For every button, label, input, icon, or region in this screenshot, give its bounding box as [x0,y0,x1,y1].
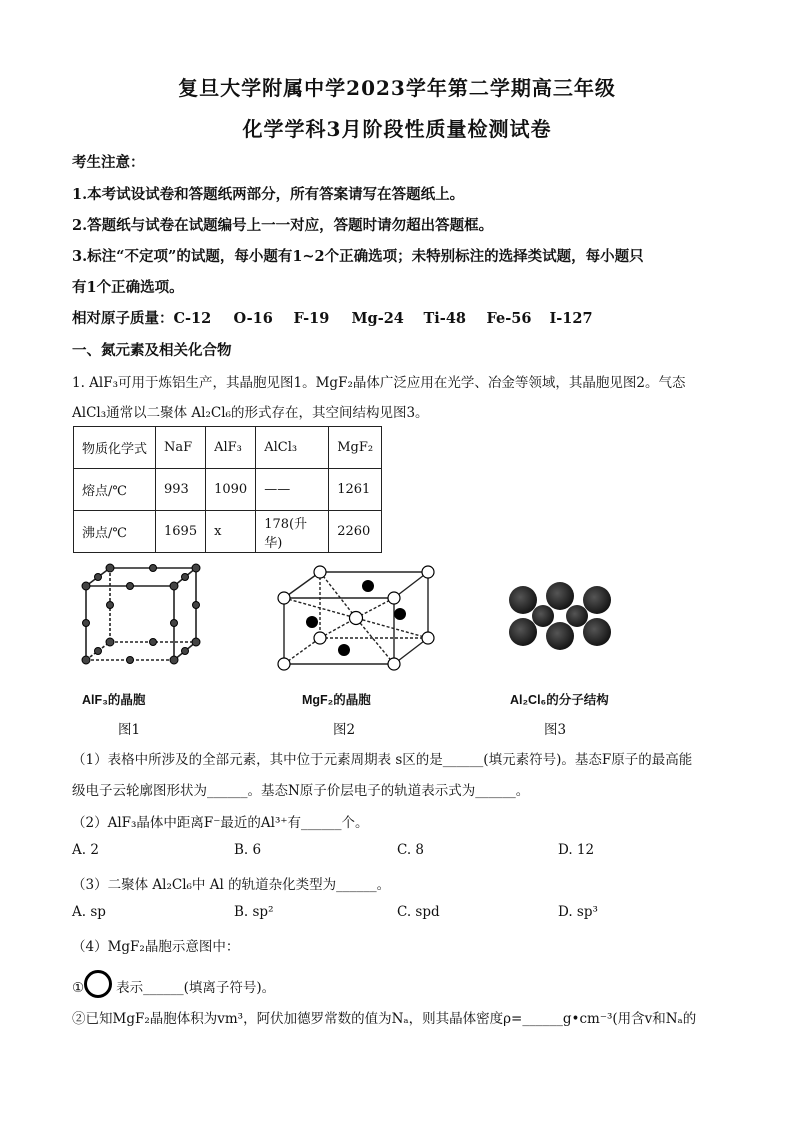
atomic-mass-value: I-127 [549,310,593,327]
table-cell: 熔点/℃ [74,469,156,511]
alf3-unit-cell-figure [72,562,202,680]
circled-one: ① [72,980,85,996]
table-cell: 1695 [156,511,206,553]
figure-3-label: 图3 [544,722,567,738]
atomic-mass-label: 相对原子质量： [72,310,174,327]
notice-item-3a: 3.标注“不定项”的试题，每小题有1~2个正确选项；未特别标注的选择类试题，每小题只 [72,248,644,265]
atomic-mass-value: Fe-56 [486,310,532,327]
properties-table [73,426,382,553]
figure-2-label: 图2 [333,722,356,738]
option-d[interactable]: D. 12 [558,842,595,858]
table-cell: AlCl₃ [256,427,329,469]
question-4: （4）MgF₂晶胞示意图中： [72,939,240,955]
option-c[interactable]: C. spd [397,904,440,920]
notice-item-3b: 有1个正确选项。 [72,279,184,296]
table-row [74,511,382,553]
title-line-1: 复旦大学附属中学2023学年第二学期高三年级 [178,76,616,100]
option-b[interactable]: B. 6 [234,842,262,858]
table-header-row [74,427,382,469]
option-a[interactable]: A. 2 [72,842,99,858]
question-1-line-1: （1）表格中所涉及的全部元素，其中位于元素周期表 s区的是______(填元素符号)。基态F原子的最高能 [72,752,693,768]
table-cell: 1261 [329,469,382,511]
table-cell: 993 [156,469,206,511]
atomic-mass-value: C-12 [173,310,212,327]
atomic-mass-value: Ti-48 [423,310,466,327]
table-cell: 物质化学式 [74,427,156,469]
atomic-mass-value: O-16 [233,310,273,327]
option-d[interactable]: D. sp³ [558,904,598,920]
atomic-mass-value: F-19 [293,310,330,327]
table-cell: MgF₂ [329,427,382,469]
question-intro-1: 1. AlF₃可用于炼铝生产，其晶胞见图1。MgF₂晶体广泛应用在光学、冶金等领域，其晶胞见图2。气态 [72,375,686,391]
question-4-part-1-text: 表示______(填离子符号)。 [116,980,276,996]
question-intro-2: AlCl₃通常以二聚体 Al₂Cl₆的形式存在，其空间结构见图3。 [72,405,429,421]
table-cell: 178(升华) [256,511,329,553]
atomic-mass-line [72,307,593,328]
atomic-mass-value: Mg-24 [351,310,404,327]
question-2: （2）AlF₃晶体中距离F⁻最近的Al³⁺有______个。 [72,815,369,831]
option-a[interactable]: A. sp [72,904,106,920]
table-cell: NaF [156,427,206,469]
section-heading: 一、氮元素及相关化合物 [72,342,232,359]
table-cell: AlF₃ [206,427,256,469]
figure-1-label: 图1 [118,722,141,738]
option-b[interactable]: B. sp² [234,904,274,920]
table-cell: —— [256,469,329,511]
question-1-line-2: 级电子云轮廓图形状为______。基态N原子价层电子的轨道表示式为______。 [72,783,530,799]
table-cell: 2260 [329,511,382,553]
al2cl6-structure-figure [505,582,615,652]
table-cell: x [206,511,256,553]
mgf2-unit-cell-figure [272,562,440,680]
table-row [74,469,382,511]
open-circle-icon [84,970,112,998]
figure-2-caption: MgF₂的晶胞 [302,693,371,707]
question-4-part-1 [72,970,275,998]
option-c[interactable]: C. 8 [397,842,425,858]
notice-item-2: 2.答题纸与试卷在试题编号上一一对应，答题时请勿超出答题框。 [72,217,494,234]
title-line-2: 化学学科3月阶段性质量检测试卷 [242,117,552,141]
figure-3-caption: Al₂Cl₆的分子结构 [510,693,609,707]
table-cell: 1090 [206,469,256,511]
question-3: （3）二聚体 Al₂Cl₆中 Al 的轨道杂化类型为______。 [72,877,391,893]
figure-1-caption: AlF₃的晶胞 [82,693,146,707]
notice-heading: 考生注意： [72,154,145,171]
table-cell: 沸点/℃ [74,511,156,553]
notice-item-1: 1.本考试设试卷和答题纸两部分，所有答案请写在答题纸上。 [72,186,465,203]
question-4-part-2: ②已知MgF₂晶胞体积为vm³，阿伏加德罗常数的值为Nₐ，则其晶体密度ρ=______g•cm⁻³(用含v和Nₐ的 [72,1011,697,1027]
